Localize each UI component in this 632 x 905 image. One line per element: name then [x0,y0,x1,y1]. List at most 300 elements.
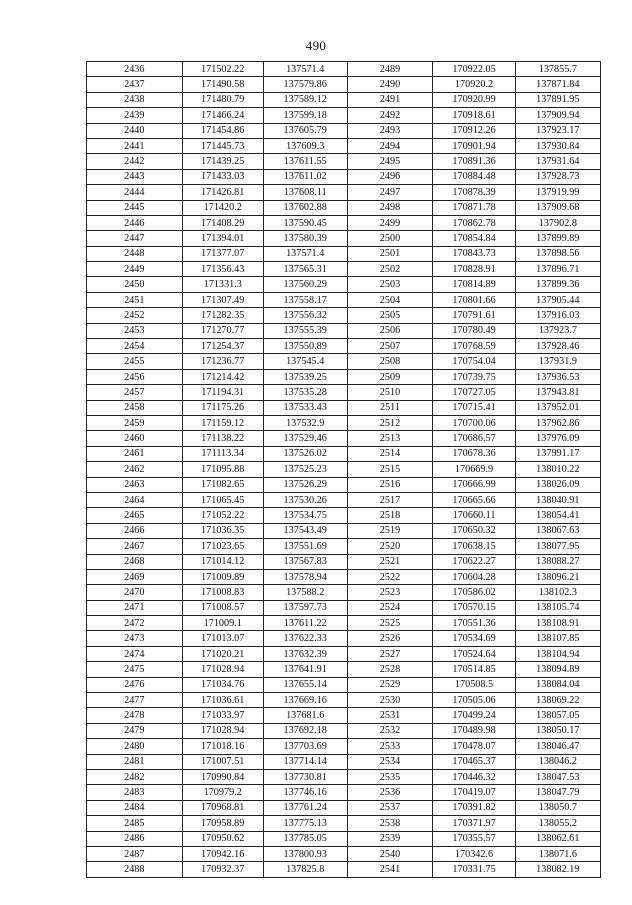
y-coordinate-right-cell: 137899.36 [515,277,600,292]
x-coordinate-left-cell: 171014.12 [182,554,263,569]
y-coordinate-right-cell: 137952.01 [515,400,600,415]
point-number-left-cell: 2450 [87,277,183,292]
point-number-left-cell: 2440 [87,123,183,138]
point-number-right-cell: 2522 [347,569,433,584]
y-coordinate-right-cell: 137962.86 [515,415,600,430]
table-row [87,292,601,307]
y-coordinate-left-cell: 137558.17 [263,292,347,307]
point-number-right-cell: 2504 [347,292,433,307]
y-coordinate-right-cell: 137928.46 [515,339,600,354]
point-number-left-cell: 2458 [87,400,183,415]
x-coordinate-left-cell: 171270.77 [182,323,263,338]
point-number-left-cell: 2444 [87,185,183,200]
table-row [87,262,601,277]
point-number-left-cell: 2446 [87,215,183,230]
x-coordinate-right-cell: 170638.15 [433,539,515,554]
coordinates-table-body [87,62,601,878]
point-number-left-cell: 2477 [87,693,183,708]
x-coordinate-right-cell: 170828.91 [433,262,515,277]
point-number-left-cell: 2459 [87,415,183,430]
x-coordinate-left-cell: 171282.35 [182,308,263,323]
y-coordinate-left-cell: 137590.45 [263,215,347,230]
table-row [87,600,601,615]
x-coordinate-left-cell: 171008.83 [182,585,263,600]
x-coordinate-right-cell: 170622.27 [433,554,515,569]
x-coordinate-right-cell: 170791.61 [433,308,515,323]
point-number-left-cell: 2471 [87,600,183,615]
point-number-left-cell: 2445 [87,200,183,215]
point-number-left-cell: 2455 [87,354,183,369]
x-coordinate-right-cell: 170920.99 [433,92,515,107]
y-coordinate-left-cell: 137609.3 [263,138,347,153]
y-coordinate-right-cell: 137919.99 [515,185,600,200]
y-coordinate-left-cell: 137589.12 [263,92,347,107]
x-coordinate-right-cell: 170342.6 [433,846,515,861]
point-number-right-cell: 2530 [347,693,433,708]
point-number-right-cell: 2517 [347,492,433,507]
point-number-left-cell: 2470 [87,585,183,600]
y-coordinate-left-cell: 137692.18 [263,723,347,738]
x-coordinate-left-cell: 171036.61 [182,693,263,708]
y-coordinate-left-cell: 137714.14 [263,754,347,769]
x-coordinate-right-cell: 170524.64 [433,646,515,661]
table-row [87,739,601,754]
x-coordinate-right-cell: 170446.32 [433,769,515,784]
x-coordinate-left-cell: 171445.73 [182,138,263,153]
y-coordinate-left-cell: 137530.26 [263,492,347,507]
table-row [87,769,601,784]
x-coordinate-left-cell: 171439.25 [182,154,263,169]
point-number-left-cell: 2482 [87,769,183,784]
table-row [87,169,601,184]
x-coordinate-left-cell: 170968.81 [182,800,263,815]
y-coordinate-right-cell: 138094.89 [515,662,600,677]
y-coordinate-left-cell: 137775.13 [263,816,347,831]
x-coordinate-left-cell: 171009.89 [182,569,263,584]
x-coordinate-right-cell: 170754.04 [433,354,515,369]
point-number-left-cell: 2456 [87,369,183,384]
y-coordinate-left-cell: 137681.6 [263,708,347,723]
point-number-right-cell: 2498 [347,200,433,215]
point-number-left-cell: 2447 [87,231,183,246]
point-number-right-cell: 2523 [347,585,433,600]
point-number-left-cell: 2442 [87,154,183,169]
x-coordinate-left-cell: 171454.86 [182,123,263,138]
y-coordinate-right-cell: 137916.03 [515,308,600,323]
y-coordinate-right-cell: 138050.7 [515,800,600,815]
table-row [87,816,601,831]
x-coordinate-left-cell: 171033.97 [182,708,263,723]
y-coordinate-right-cell: 138026.09 [515,477,600,492]
table-row [87,523,601,538]
point-number-left-cell: 2441 [87,138,183,153]
table-row [87,108,601,123]
table-row [87,415,601,430]
point-number-right-cell: 2535 [347,769,433,784]
table-row [87,616,601,631]
x-coordinate-left-cell: 171007.51 [182,754,263,769]
y-coordinate-left-cell: 137761.24 [263,800,347,815]
y-coordinate-left-cell: 137579.86 [263,77,347,92]
y-coordinate-right-cell: 138088.27 [515,554,600,569]
table-row [87,446,601,461]
x-coordinate-right-cell: 170862.78 [433,215,515,230]
point-number-left-cell: 2466 [87,523,183,538]
point-number-right-cell: 2493 [347,123,433,138]
x-coordinate-right-cell: 170665.66 [433,492,515,507]
y-coordinate-right-cell: 137923.17 [515,123,600,138]
x-coordinate-left-cell: 171480.79 [182,92,263,107]
point-number-right-cell: 2492 [347,108,433,123]
point-number-left-cell: 2481 [87,754,183,769]
point-number-right-cell: 2518 [347,508,433,523]
y-coordinate-right-cell: 138046.2 [515,754,600,769]
point-number-right-cell: 2527 [347,646,433,661]
x-coordinate-left-cell: 171194.31 [182,385,263,400]
y-coordinate-right-cell: 138105.74 [515,600,600,615]
table-row [87,92,601,107]
y-coordinate-right-cell: 138010.22 [515,462,600,477]
table-row [87,77,601,92]
x-coordinate-right-cell: 170891.36 [433,154,515,169]
y-coordinate-left-cell: 137571.4 [263,62,347,77]
point-number-right-cell: 2541 [347,862,433,877]
x-coordinate-right-cell: 170922.05 [433,62,515,77]
point-number-left-cell: 2479 [87,723,183,738]
y-coordinate-left-cell: 137608.11 [263,185,347,200]
point-number-left-cell: 2484 [87,800,183,815]
y-coordinate-left-cell: 137602.88 [263,200,347,215]
x-coordinate-right-cell: 170604.28 [433,569,515,584]
y-coordinate-left-cell: 137529.46 [263,431,347,446]
point-number-left-cell: 2488 [87,862,183,877]
point-number-right-cell: 2513 [347,431,433,446]
point-number-left-cell: 2472 [87,616,183,631]
y-coordinate-left-cell: 137641.91 [263,662,347,677]
y-coordinate-right-cell: 137928.73 [515,169,600,184]
x-coordinate-right-cell: 170666.99 [433,477,515,492]
point-number-left-cell: 2486 [87,831,183,846]
x-coordinate-left-cell: 171175.26 [182,400,263,415]
y-coordinate-right-cell: 137909.94 [515,108,600,123]
point-number-left-cell: 2461 [87,446,183,461]
table-row [87,800,601,815]
table-row [87,200,601,215]
x-coordinate-left-cell: 171408.29 [182,215,263,230]
point-number-left-cell: 2487 [87,846,183,861]
y-coordinate-right-cell: 137943.81 [515,385,600,400]
point-number-right-cell: 2534 [347,754,433,769]
y-coordinate-left-cell: 137565.31 [263,262,347,277]
table-row [87,123,601,138]
point-number-right-cell: 2503 [347,277,433,292]
y-coordinate-right-cell: 137891.95 [515,92,600,107]
y-coordinate-left-cell: 137588.2 [263,585,347,600]
y-coordinate-right-cell: 138067.63 [515,523,600,538]
y-coordinate-right-cell: 138069.22 [515,693,600,708]
x-coordinate-right-cell: 170843.73 [433,246,515,261]
y-coordinate-left-cell: 137555.39 [263,323,347,338]
x-coordinate-left-cell: 171331.3 [182,277,263,292]
x-coordinate-right-cell: 170727.05 [433,385,515,400]
y-coordinate-left-cell: 137632.39 [263,646,347,661]
point-number-left-cell: 2475 [87,662,183,677]
x-coordinate-left-cell: 171028.94 [182,662,263,677]
point-number-right-cell: 2506 [347,323,433,338]
table-row [87,662,601,677]
x-coordinate-right-cell: 170884.48 [433,169,515,184]
y-coordinate-left-cell: 137525.23 [263,462,347,477]
point-number-right-cell: 2489 [347,62,433,77]
y-coordinate-right-cell: 138050.17 [515,723,600,738]
point-number-right-cell: 2494 [347,138,433,153]
y-coordinate-right-cell: 137871.84 [515,77,600,92]
point-number-right-cell: 2531 [347,708,433,723]
y-coordinate-right-cell: 138055.2 [515,816,600,831]
x-coordinate-right-cell: 170801.66 [433,292,515,307]
y-coordinate-left-cell: 137785.05 [263,831,347,846]
point-number-right-cell: 2526 [347,631,433,646]
point-number-left-cell: 2454 [87,339,183,354]
x-coordinate-left-cell: 171356.43 [182,262,263,277]
x-coordinate-left-cell: 171490.58 [182,77,263,92]
x-coordinate-right-cell: 170419.07 [433,785,515,800]
point-number-right-cell: 2512 [347,415,433,430]
point-number-left-cell: 2476 [87,677,183,692]
x-coordinate-right-cell: 170918.61 [433,108,515,123]
table-row [87,785,601,800]
x-coordinate-left-cell: 170958.89 [182,816,263,831]
y-coordinate-right-cell: 137902.8 [515,215,600,230]
y-coordinate-left-cell: 137800.93 [263,846,347,861]
x-coordinate-right-cell: 170489.98 [433,723,515,738]
point-number-left-cell: 2462 [87,462,183,477]
x-coordinate-right-cell: 170780.49 [433,323,515,338]
y-coordinate-left-cell: 137545.4 [263,354,347,369]
point-number-left-cell: 2469 [87,569,183,584]
point-number-right-cell: 2507 [347,339,433,354]
table-row [87,492,601,507]
x-coordinate-left-cell: 171236.77 [182,354,263,369]
point-number-left-cell: 2463 [87,477,183,492]
y-coordinate-right-cell: 137905.44 [515,292,600,307]
x-coordinate-left-cell: 171020.21 [182,646,263,661]
x-coordinate-right-cell: 170871.78 [433,200,515,215]
y-coordinate-left-cell: 137550.89 [263,339,347,354]
table-row [87,754,601,769]
table-row [87,831,601,846]
x-coordinate-right-cell: 170391.82 [433,800,515,815]
x-coordinate-right-cell: 170678.36 [433,446,515,461]
y-coordinate-left-cell: 137535.28 [263,385,347,400]
point-number-left-cell: 2439 [87,108,183,123]
y-coordinate-left-cell: 137746.16 [263,785,347,800]
x-coordinate-right-cell: 170901.94 [433,138,515,153]
y-coordinate-left-cell: 137622.33 [263,631,347,646]
y-coordinate-right-cell: 138062.61 [515,831,600,846]
point-number-right-cell: 2528 [347,662,433,677]
point-number-right-cell: 2540 [347,846,433,861]
table-row [87,677,601,692]
x-coordinate-left-cell: 171095.88 [182,462,263,477]
point-number-right-cell: 2539 [347,831,433,846]
x-coordinate-right-cell: 170499.24 [433,708,515,723]
table-row [87,723,601,738]
point-number-right-cell: 2529 [347,677,433,692]
page-number: 490 [305,38,327,53]
point-number-right-cell: 2496 [347,169,433,184]
table-row [87,369,601,384]
y-coordinate-right-cell: 138057.05 [515,708,600,723]
y-coordinate-right-cell: 137896.71 [515,262,600,277]
table-row [87,277,601,292]
x-coordinate-left-cell: 170932.37 [182,862,263,877]
y-coordinate-right-cell: 138046.47 [515,739,600,754]
point-number-left-cell: 2485 [87,816,183,831]
table-row [87,569,601,584]
x-coordinate-left-cell: 171023.65 [182,539,263,554]
point-number-left-cell: 2452 [87,308,183,323]
point-number-left-cell: 2474 [87,646,183,661]
point-number-left-cell: 2437 [87,77,183,92]
point-number-right-cell: 2525 [347,616,433,631]
y-coordinate-left-cell: 137599.18 [263,108,347,123]
x-coordinate-left-cell: 171065.45 [182,492,263,507]
table-row [87,585,601,600]
x-coordinate-left-cell: 171426.81 [182,185,263,200]
point-number-left-cell: 2480 [87,739,183,754]
y-coordinate-right-cell: 138107.85 [515,631,600,646]
point-number-right-cell: 2500 [347,231,433,246]
y-coordinate-left-cell: 137580.39 [263,231,347,246]
point-number-right-cell: 2533 [347,739,433,754]
x-coordinate-right-cell: 170465.37 [433,754,515,769]
x-coordinate-left-cell: 170942.16 [182,846,263,861]
y-coordinate-left-cell: 137526.29 [263,477,347,492]
point-number-right-cell: 2515 [347,462,433,477]
point-number-right-cell: 2538 [347,816,433,831]
table-row [87,508,601,523]
y-coordinate-left-cell: 137567.83 [263,554,347,569]
x-coordinate-left-cell: 171013.07 [182,631,263,646]
y-coordinate-left-cell: 137611.02 [263,169,347,184]
point-number-left-cell: 2473 [87,631,183,646]
table-row [87,693,601,708]
x-coordinate-left-cell: 171018.16 [182,739,263,754]
x-coordinate-right-cell: 170669.9 [433,462,515,477]
table-row [87,846,601,861]
y-coordinate-right-cell: 138054.41 [515,508,600,523]
x-coordinate-left-cell: 171052.22 [182,508,263,523]
table-row [87,708,601,723]
y-coordinate-right-cell: 138047.53 [515,769,600,784]
x-coordinate-left-cell: 171214.42 [182,369,263,384]
y-coordinate-left-cell: 137556.32 [263,308,347,323]
point-number-left-cell: 2478 [87,708,183,723]
x-coordinate-left-cell: 171113.34 [182,446,263,461]
y-coordinate-right-cell: 138047.79 [515,785,600,800]
table-row [87,862,601,877]
y-coordinate-right-cell: 138104.94 [515,646,600,661]
y-coordinate-left-cell: 137730.81 [263,769,347,784]
y-coordinate-left-cell: 137560.29 [263,277,347,292]
y-coordinate-left-cell: 137571.4 [263,246,347,261]
table-row [87,385,601,400]
table-row [87,138,601,153]
y-coordinate-right-cell: 137909.68 [515,200,600,215]
point-number-right-cell: 2495 [347,154,433,169]
y-coordinate-left-cell: 137532.9 [263,415,347,430]
point-number-left-cell: 2451 [87,292,183,307]
table-row [87,323,601,338]
point-number-left-cell: 2438 [87,92,183,107]
x-coordinate-right-cell: 170331.75 [433,862,515,877]
point-number-right-cell: 2511 [347,400,433,415]
y-coordinate-left-cell: 137611.55 [263,154,347,169]
y-coordinate-left-cell: 137597.73 [263,600,347,615]
point-number-left-cell: 2468 [87,554,183,569]
y-coordinate-right-cell: 137976.09 [515,431,600,446]
x-coordinate-right-cell: 170650.32 [433,523,515,538]
table-row [87,631,601,646]
table-row [87,339,601,354]
point-number-right-cell: 2516 [347,477,433,492]
y-coordinate-left-cell: 137578.94 [263,569,347,584]
point-number-right-cell: 2536 [347,785,433,800]
x-coordinate-right-cell: 170534.69 [433,631,515,646]
point-number-right-cell: 2497 [347,185,433,200]
point-number-left-cell: 2457 [87,385,183,400]
y-coordinate-right-cell: 137855.7 [515,62,600,77]
x-coordinate-left-cell: 171254.37 [182,339,263,354]
x-coordinate-left-cell: 171034.76 [182,677,263,692]
y-coordinate-left-cell: 137533.43 [263,400,347,415]
y-coordinate-left-cell: 137611.22 [263,616,347,631]
x-coordinate-left-cell: 170950.62 [182,831,263,846]
x-coordinate-right-cell: 170570.15 [433,600,515,615]
x-coordinate-right-cell: 170920.2 [433,77,515,92]
x-coordinate-left-cell: 171138.22 [182,431,263,446]
y-coordinate-left-cell: 137669.16 [263,693,347,708]
x-coordinate-right-cell: 170878.39 [433,185,515,200]
y-coordinate-left-cell: 137703.69 [263,739,347,754]
x-coordinate-right-cell: 170355.57 [433,831,515,846]
x-coordinate-right-cell: 170912.26 [433,123,515,138]
y-coordinate-right-cell: 137936.53 [515,369,600,384]
x-coordinate-left-cell: 171433.03 [182,169,263,184]
x-coordinate-right-cell: 170586.02 [433,585,515,600]
y-coordinate-right-cell: 137923.7 [515,323,600,338]
y-coordinate-right-cell: 137898.56 [515,246,600,261]
x-coordinate-right-cell: 170505.06 [433,693,515,708]
table-row [87,646,601,661]
table-row [87,62,601,77]
table-row [87,246,601,261]
x-coordinate-right-cell: 170514.85 [433,662,515,677]
x-coordinate-left-cell: 171502.22 [182,62,263,77]
table-row [87,308,601,323]
point-number-right-cell: 2491 [347,92,433,107]
x-coordinate-right-cell: 170478.07 [433,739,515,754]
x-coordinate-right-cell: 170854.84 [433,231,515,246]
point-number-left-cell: 2436 [87,62,183,77]
x-coordinate-right-cell: 170768.59 [433,339,515,354]
y-coordinate-right-cell: 137930.84 [515,138,600,153]
y-coordinate-left-cell: 137534.75 [263,508,347,523]
x-coordinate-left-cell: 171009.1 [182,616,263,631]
y-coordinate-right-cell: 138084.04 [515,677,600,692]
table-row [87,154,601,169]
